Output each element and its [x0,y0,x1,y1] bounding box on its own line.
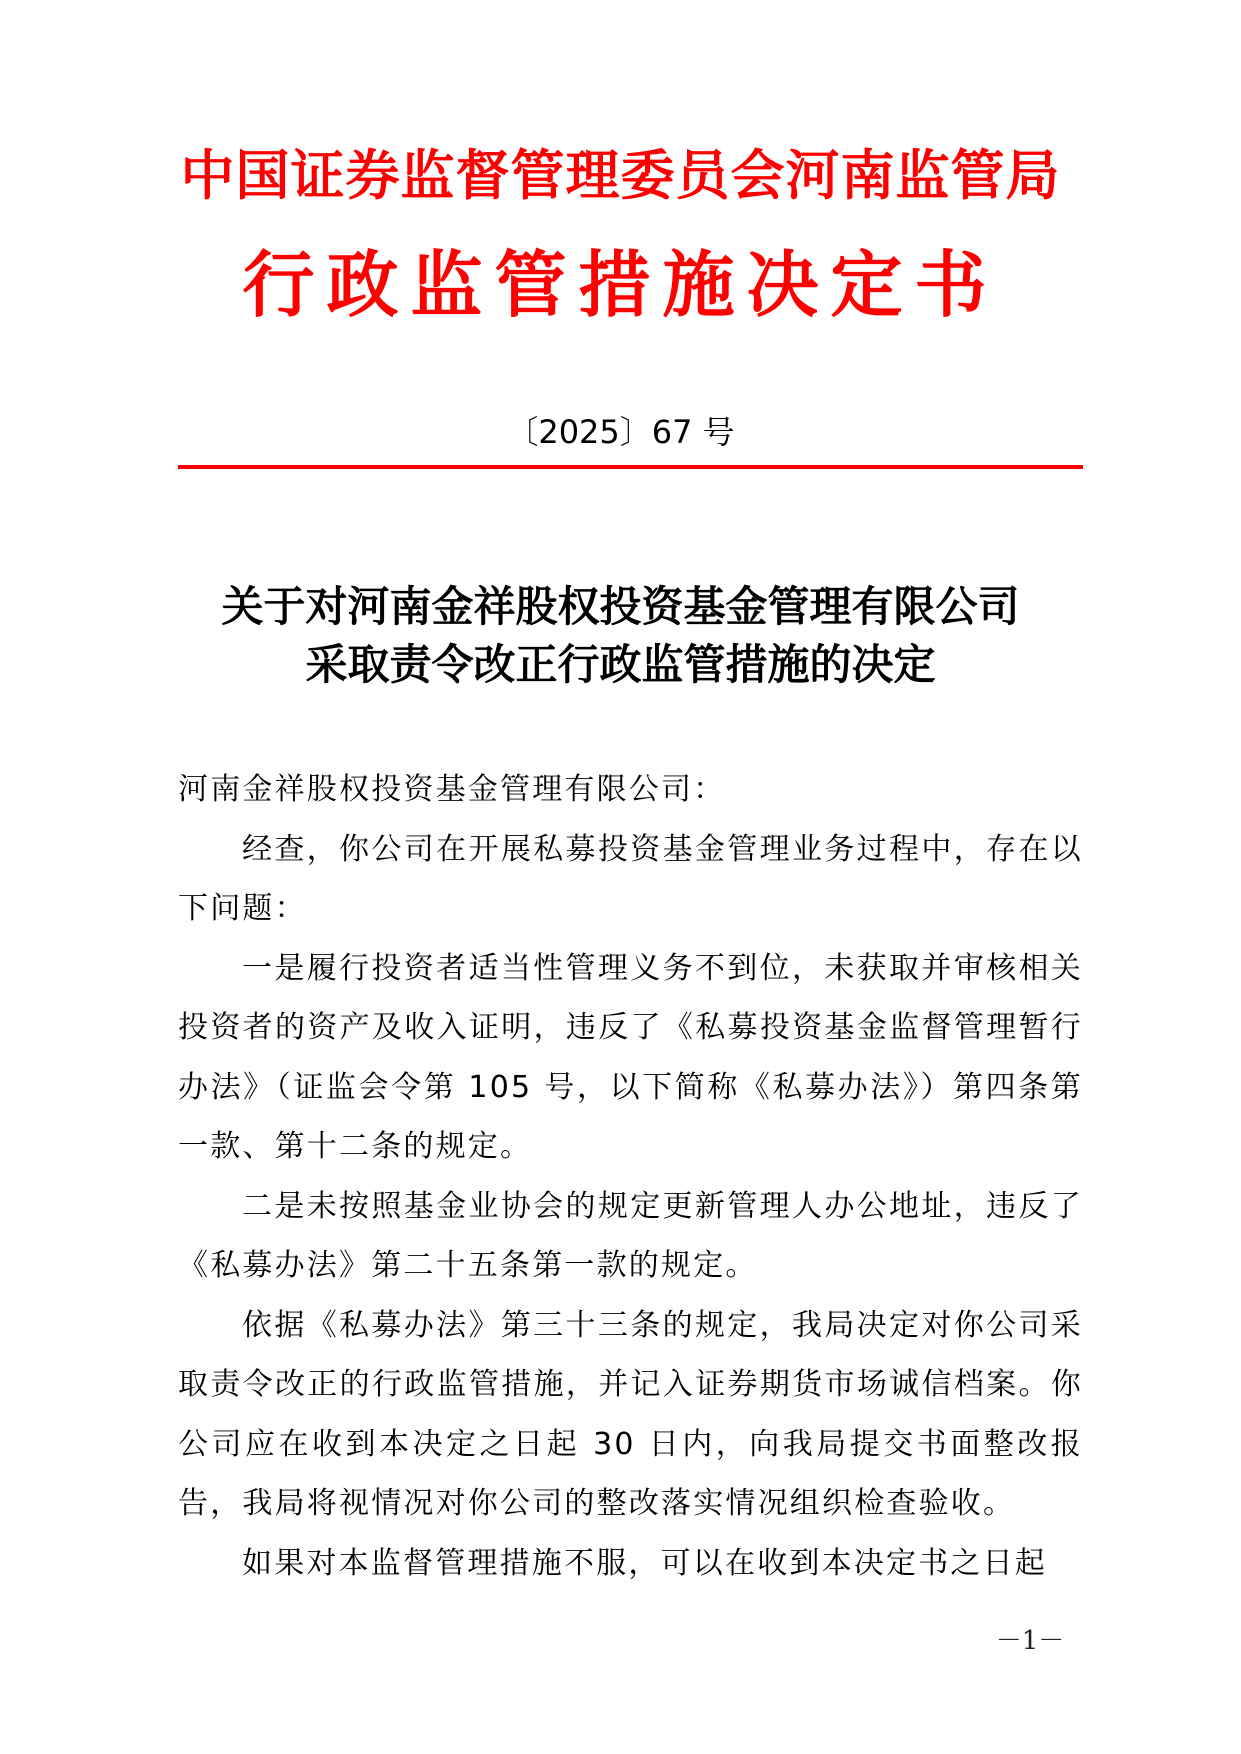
decision-title [0,578,1241,694]
paragraph-decision: 依据《私募办法》第三十三条的规定，我局决定对你公司采取责令改正的行政监管措施，并记入证券期货市场诚信档案。你公司应在收到本决定之日起 30 日内，向我局提交书面整改报告，我局将视情况对你公司的整改落实情况组织检查验收。 [178,1307,1083,1521]
decision-title-line-2: 采取责令改正行政监管措施的决定 [305,640,936,689]
document-type: 行政监管措施决定书 [242,242,999,327]
page-number: －1－ [995,1626,1065,1656]
document-number: 〔2025〕67 号 [506,413,735,451]
document-body [178,760,1083,1593]
decision-title-line-1: 关于对河南金祥股权投资基金管理有限公司 [221,582,1020,631]
issuing-agency: 中国证券监督管理委员会河南监管局 [180,143,1061,207]
red-divider [178,465,1083,469]
paragraph-appeal: 如果对本监督管理措施不服，可以在收到本决定书之日起 [242,1545,1047,1581]
paragraph-issue-1: 一是履行投资者适当性管理义务不到位，未获取并审核相关投资者的资产及收入证明，违反了《私募投资基金监督管理暂行办法》（证监会令第 105 号，以下简称《私募办法》）第四条第一款、第十二条的规定。 [178,950,1083,1164]
addressee: 河南金祥股权投资基金管理有限公司： [178,772,726,807]
paragraph-findings-intro: 经查，你公司在开展私募投资基金管理业务过程中，存在以下问题： [178,831,1083,926]
paragraph-issue-2: 二是未按照基金业协会的规定更新管理人办公地址，违反了《私募办法》第二十五条第一款的规定。 [178,1188,1083,1283]
